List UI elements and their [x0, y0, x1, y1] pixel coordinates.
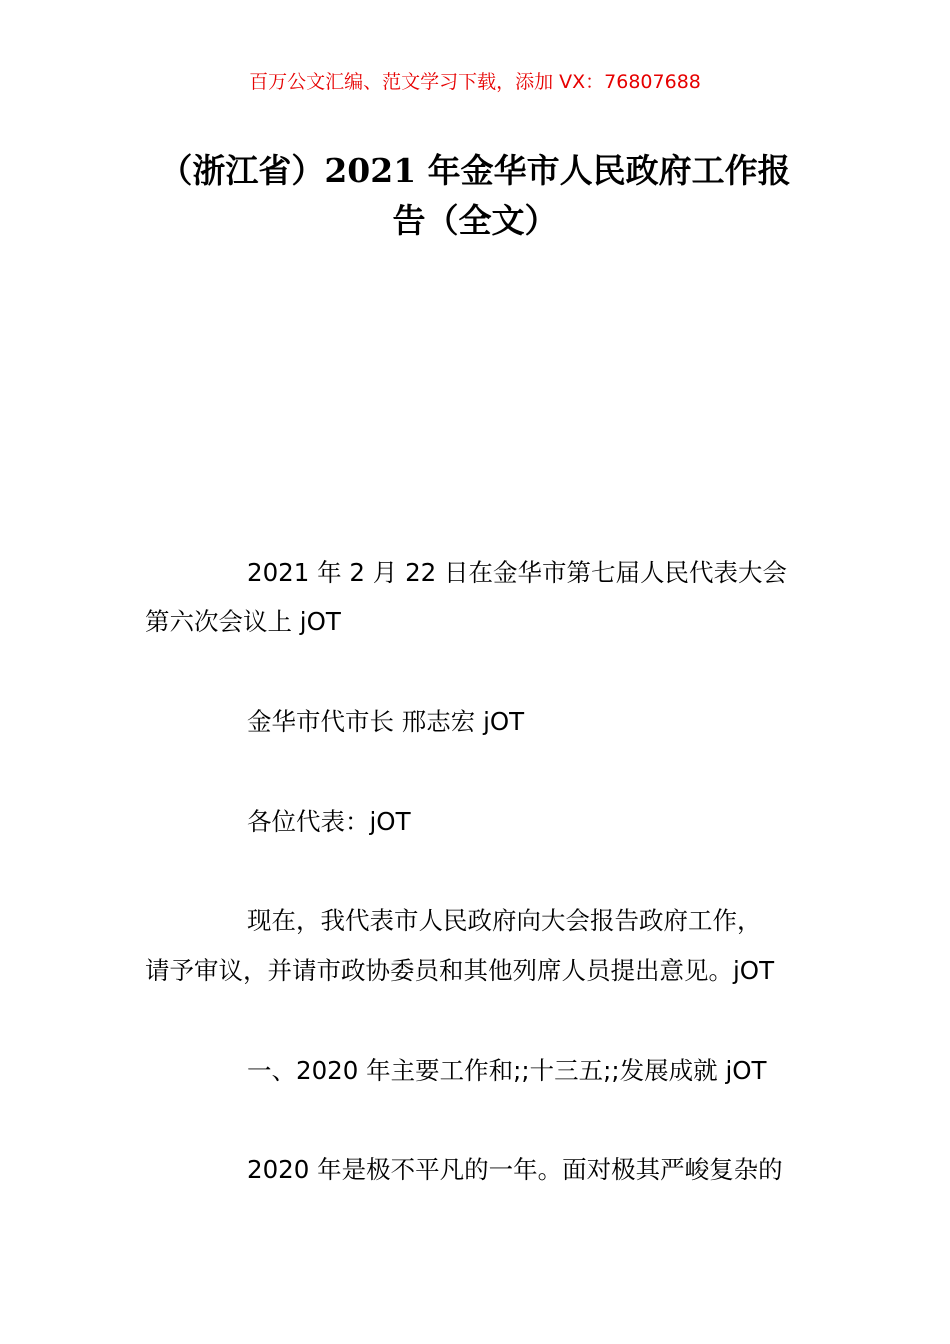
paragraph-speaker: 金华市代市长 邢志宏 jOT [247, 707, 525, 736]
section-heading-1: 一、2020 年主要工作和;;十三五;;发展成就 jOT [247, 1056, 767, 1085]
paragraph-intro-line-1: 现在，我代表市人民政府向大会报告政府工作， [247, 906, 762, 935]
paragraph-meeting-line-2: 第六次会议上 jOT [145, 607, 341, 636]
paragraph-meeting-line-1: 2021 年 2 月 22 日在金华市第七届人民代表大会 [247, 558, 788, 587]
paragraph-salutation: 各位代表：jOT [247, 807, 411, 836]
document-title-line-2: 告（全文） [392, 201, 558, 240]
paragraph-2020-line-1: 2020 年是极不平凡的一年。面对极其严峻复杂的 [247, 1155, 783, 1184]
document-title-line-1: （浙江省）2021 年金华市人民政府工作报 [159, 151, 791, 190]
header-note: 百万公文汇编、范文学习下载，添加 VX：76807688 [249, 71, 701, 93]
paragraph-intro-line-2: 请予审议，并请市政协委员和其他列席人员提出意见。jOT [145, 956, 775, 985]
